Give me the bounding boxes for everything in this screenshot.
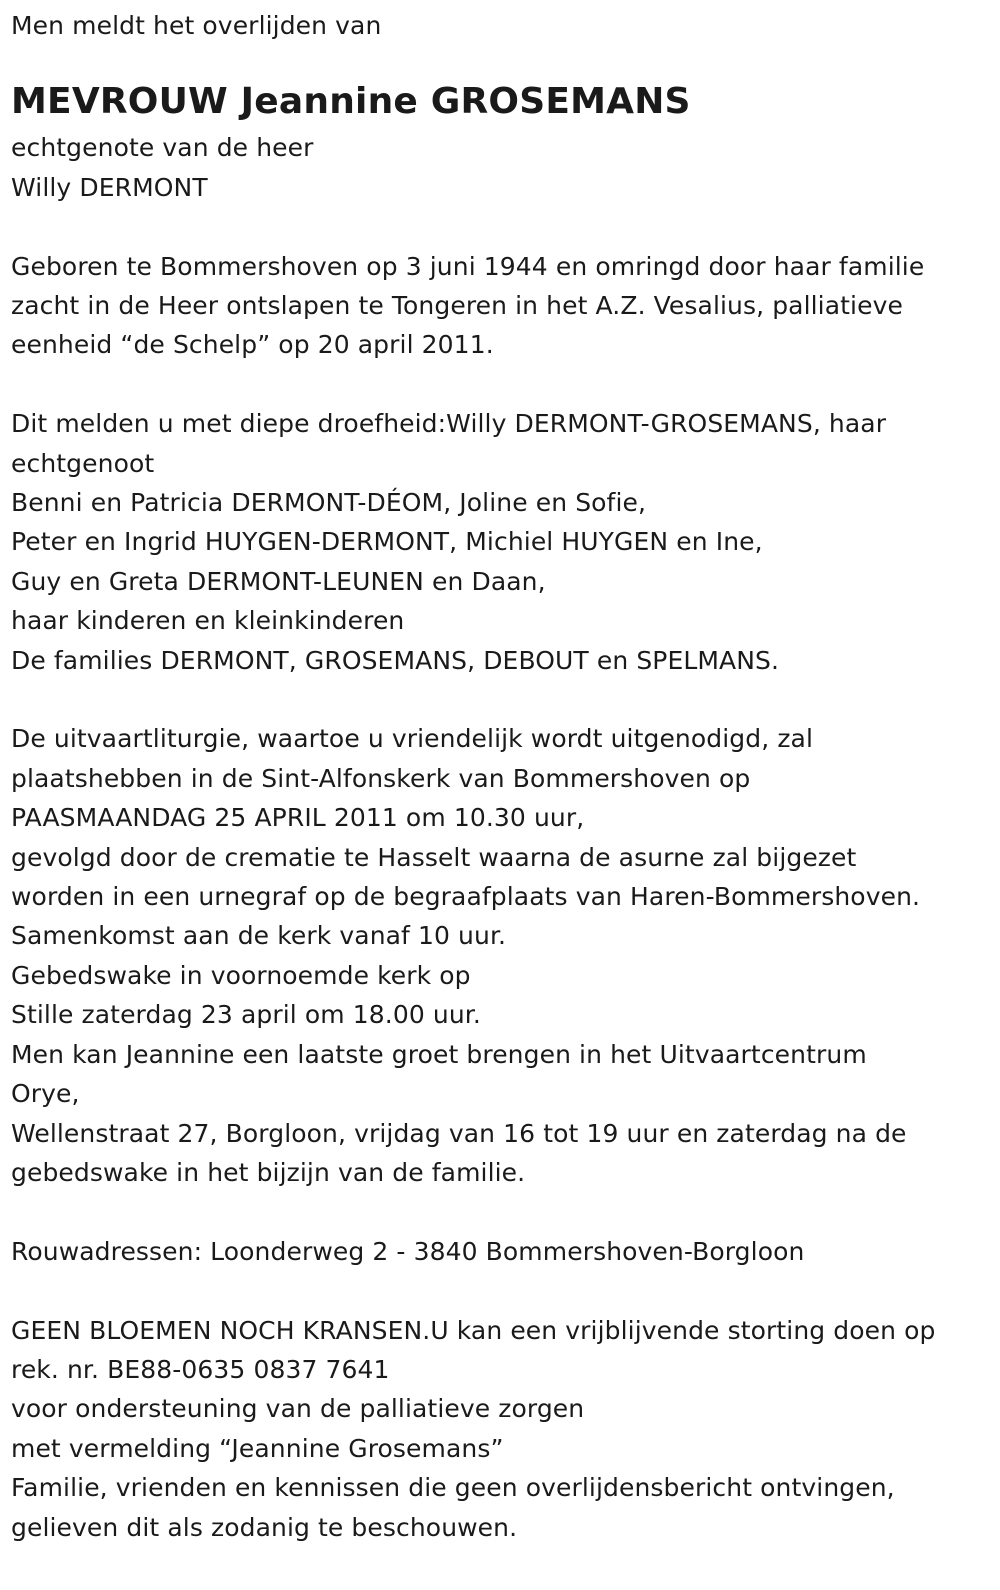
family-paragraph [11,404,991,680]
spacer [11,365,991,404]
spouse-line: echtgenote van de heer [11,133,314,163]
paragraph-line: worden in een urnegraf op de begraafplaats van Haren-Bommershoven. [11,882,921,912]
paragraph-line: Familie, vrienden en kennissen die geen overlijdensbericht ontvingen, [11,1473,895,1503]
paragraph-line: rek. nr. BE88-0635 0837 7641 [11,1354,390,1384]
paragraph-line: gebedswake in het bijzijn van de familie. [11,1157,526,1187]
spouse-line: Willy DERMONT [11,172,208,202]
paragraph-line: echtgenoot [11,448,155,478]
paragraph-line: De families DERMONT, GROSEMANS, DEBOUT en SPELMANS. [11,645,780,675]
deceased-name: MEVROUW Jeannine GROSEMANS [11,81,691,123]
condolence-address: Rouwadressen: Loonderweg 2 - 3840 Bommershoven-Borgloon [11,1236,805,1266]
intro-text: Men meldt het overlijden van [11,11,382,40]
paragraph-line: Geboren te Bommershoven op 3 juni 1944 en omringd door haar familie [11,251,925,281]
obituary-notice [11,6,991,1547]
spacer [11,45,991,76]
paragraph-line: zacht in de Heer ontslapen te Tongeren in het A.Z. Vesalius, palliatieve [11,291,903,321]
paragraph-line: Wellenstraat 27, Borgloon, vrijdag van 16 tot 19 uur en zaterdag na de [11,1118,907,1148]
paragraph-line: Dit melden u met diepe droefheid:Willy DERMONT-GROSEMANS, haar [11,409,887,439]
paragraph-line: PAASMAANDAG 25 APRIL 2011 om 10.30 uur, [11,803,585,833]
paragraph-line: gevolgd door de crematie te Hasselt waarna de asurne zal bijgezet [11,842,857,872]
paragraph-line: Orye, [11,1079,80,1109]
spacer [11,1192,991,1231]
paragraph-line: Stille zaterdag 23 april om 18.00 uur. [11,1000,481,1030]
paragraph-line: De uitvaartliturgie, waartoe u vriendelijk wordt uitgenodigd, zal [11,724,814,754]
paragraph-line: eenheid “de Schelp” op 20 april 2011. [11,330,494,360]
spacer [11,207,991,246]
paragraph-line: Men kan Jeannine een laatste groet brengen in het Uitvaartcentrum [11,1039,867,1069]
paragraph-line: Samenkomst aan de kerk vanaf 10 uur. [11,921,507,951]
paragraph-line: met vermelding “Jeannine Grosemans” [11,1433,504,1463]
spacer [11,680,991,719]
paragraph-line: Guy en Greta DERMONT-LEUNEN en Daan, [11,566,546,596]
paragraph-line: gelieven dit als zodanig te beschouwen. [11,1512,518,1542]
paragraph-line: Gebedswake in voornoemde kerk op [11,960,471,990]
birth-death-paragraph [11,247,991,365]
donations-paragraph [11,1311,991,1547]
paragraph-line: haar kinderen en kleinkinderen [11,606,405,636]
paragraph-line: plaatshebben in de Sint-Alfonskerk van Bommershoven op [11,763,751,793]
funeral-paragraph [11,719,991,1192]
paragraph-line: Benni en Patricia DERMONT-DÉOM, Joline en Sofie, [11,488,647,518]
paragraph-line: voor ondersteuning van de palliatieve zorgen [11,1394,585,1424]
spacer [11,1271,991,1310]
paragraph-line: GEEN BLOEMEN NOCH KRANSEN.U kan een vrijblijvende storting doen op [11,1315,936,1345]
paragraph-line: Peter en Ingrid HUYGEN-DERMONT, Michiel HUYGEN en Ine, [11,527,763,557]
